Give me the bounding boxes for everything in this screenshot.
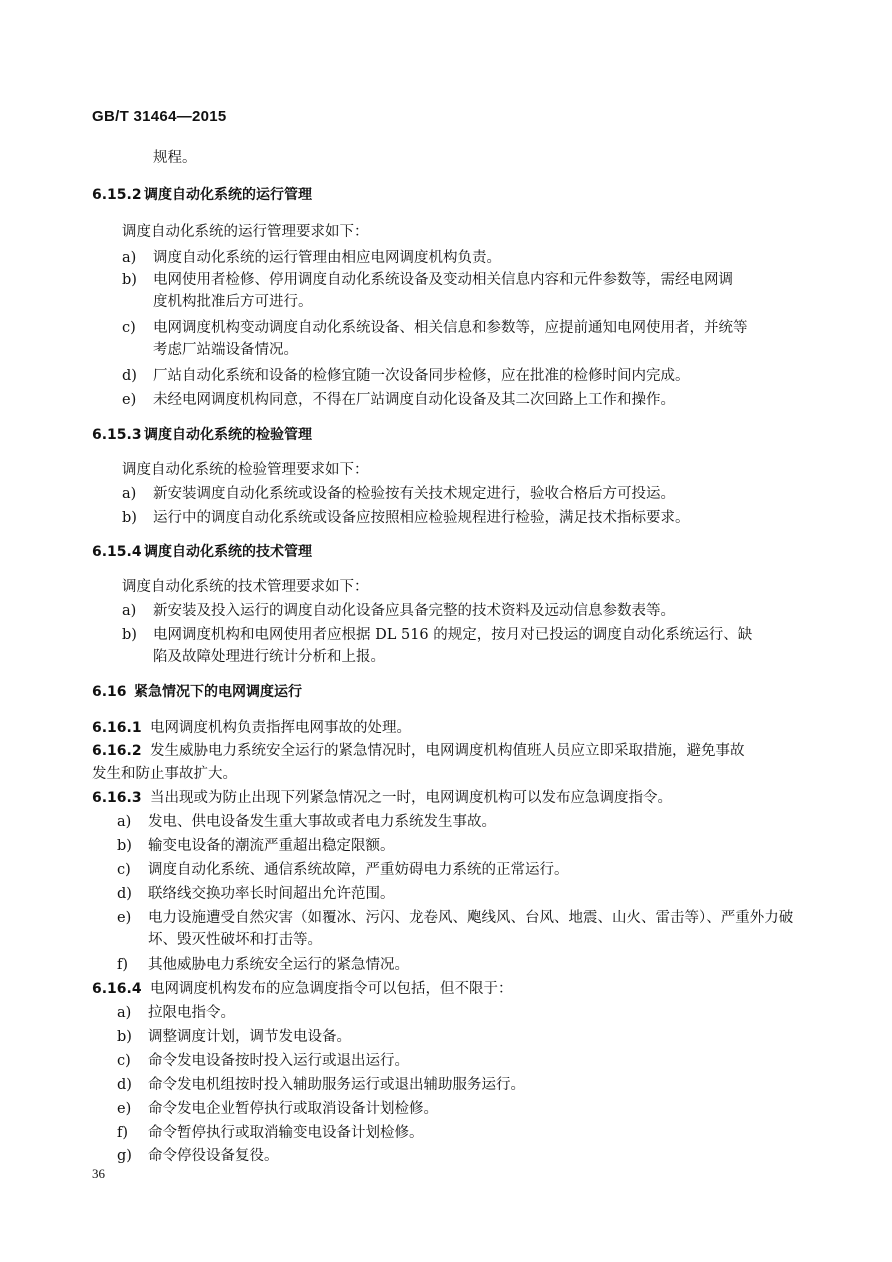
- clause-number: 6.16.2: [92, 743, 142, 759]
- section-number: 6.15.3: [92, 427, 142, 443]
- clause-text: 电网调度机构发布的应急调度指令可以包括，但不限于：: [150, 981, 513, 997]
- clause-number: 6.16.3: [92, 790, 142, 806]
- item-text: 电网调度机构和电网使用者应根据 DL 516 的规定，按月对已投运的调度自动化系统运行、缺: [153, 627, 753, 643]
- page-number: 36: [92, 1166, 105, 1181]
- intro-6-15-3: 调度自动化系统的检验管理要求如下：: [122, 462, 369, 478]
- item-marker: d): [117, 1077, 132, 1093]
- item-text: 调度自动化系统的运行管理由相应电网调度机构负责。: [153, 250, 501, 266]
- clause-6-16-4: [92, 979, 513, 999]
- item-text: 电网使用者检修、停用调度自动化系统设备及变动相关信息内容和元件参数等，需经电网调: [153, 272, 733, 288]
- item-text: 命令暂停执行或取消输变电设备计划检修。: [148, 1125, 424, 1141]
- clause-6-16-1: [92, 718, 411, 738]
- item-text: 新安装及投入运行的调度自动化设备应具备完整的技术资料及远动信息参数表等。: [153, 603, 675, 619]
- intro-6-15-2: 调度自动化系统的运行管理要求如下：: [122, 224, 369, 240]
- item-marker: b): [122, 627, 137, 643]
- clause-number: 6.16.1: [92, 720, 142, 736]
- continuation-text: 规程。: [153, 150, 197, 166]
- item-marker: b): [122, 510, 137, 526]
- item-marker: b): [117, 838, 132, 854]
- item-text: 发电、供电设备发生重大事故或者电力系统发生事故。: [148, 814, 496, 830]
- item-marker: e): [117, 910, 132, 926]
- item-text: 命令发电机组按时投入辅助服务运行或退出辅助服务运行。: [148, 1077, 525, 1093]
- item-marker: d): [122, 368, 137, 384]
- item-marker: b): [117, 1029, 132, 1045]
- item-marker: g): [117, 1148, 132, 1164]
- section-number: 6.15.2: [92, 187, 142, 203]
- item-text: 命令发电设备按时投入运行或退出运行。: [148, 1053, 409, 1069]
- item-marker: c): [117, 862, 131, 878]
- intro-6-15-4: 调度自动化系统的技术管理要求如下：: [122, 579, 369, 595]
- item-text: 新安装调度自动化系统或设备的检验按有关技术规定进行，验收合格后方可投运。: [153, 486, 675, 502]
- item-marker: a): [117, 1005, 132, 1021]
- item-marker: a): [122, 486, 137, 502]
- item-text: 电网调度机构变动调度自动化系统设备、相关信息和参数等，应提前通知电网使用者，并统等: [153, 320, 748, 336]
- clause-text: 电网调度机构负责指挥电网事故的处理。: [150, 720, 411, 736]
- item-text: 电力设施遭受自然灾害（如覆冰、污闪、龙卷风、飑线风、台风、地震、山火、雷击等）、严重外力破: [148, 910, 794, 926]
- clause-text: 当出现或为防止出现下列紧急情况之一时，电网调度机构可以发布应急调度指令。: [150, 790, 672, 806]
- heading-6-15-2: [92, 185, 312, 205]
- item-marker: a): [122, 603, 137, 619]
- clause-6-16-3: [92, 788, 672, 808]
- item-text: 未经电网调度机构同意，不得在厂站调度自动化设备及其二次回路上工作和操作。: [153, 392, 675, 408]
- section-title: 调度自动化系统的技术管理: [144, 544, 312, 560]
- clause-text-cont: 发生和防止事故扩大。: [92, 766, 237, 782]
- section-title: 调度自动化系统的检验管理: [144, 427, 312, 443]
- item-text: 运行中的调度自动化系统或设备应按照相应检验规程进行检验，满足技术指标要求。: [153, 510, 690, 526]
- heading-6-15-3: [92, 425, 312, 445]
- item-text: 命令停役设备复役。: [148, 1148, 279, 1164]
- item-text-cont: 坏、毁灭性破坏和打击等。: [148, 932, 322, 948]
- heading-6-15-4: [92, 542, 312, 562]
- item-marker: b): [122, 272, 137, 288]
- section-title: 调度自动化系统的运行管理: [144, 187, 312, 203]
- item-text-cont: 考虑厂站端设备情况。: [153, 342, 298, 358]
- section-number: 6.16: [92, 684, 127, 700]
- item-text: 联络线交换功率长时间超出允许范围。: [148, 886, 395, 902]
- clause-6-16-2: [92, 741, 745, 761]
- section-title: 紧急情况下的电网调度运行: [134, 684, 302, 700]
- item-text-cont: 陷及故障处理进行统计分析和上报。: [153, 649, 385, 665]
- item-marker: c): [122, 320, 136, 336]
- clause-number: 6.16.4: [92, 981, 142, 997]
- item-marker: e): [117, 1101, 132, 1117]
- item-text: 调整调度计划，调节发电设备。: [148, 1029, 351, 1045]
- item-marker: c): [117, 1053, 131, 1069]
- item-text: 拉限电指令。: [148, 1005, 235, 1021]
- item-text: 输变电设备的潮流严重超出稳定限额。: [148, 838, 395, 854]
- item-marker: e): [122, 392, 137, 408]
- item-text-cont: 度机构批准后方可进行。: [153, 294, 313, 310]
- item-text: 调度自动化系统、通信系统故障，严重妨碍电力系统的正常运行。: [148, 862, 569, 878]
- item-marker: d): [117, 886, 132, 902]
- item-marker: a): [117, 814, 132, 830]
- standard-code: GB/T 31464—2015: [92, 108, 227, 125]
- item-text: 厂站自动化系统和设备的检修宜随一次设备同步检修，应在批准的检修时间内完成。: [153, 368, 690, 384]
- item-marker: a): [122, 250, 137, 266]
- clause-text: 发生威胁电力系统安全运行的紧急情况时，电网调度机构值班人员应立即采取措施，避免事故: [150, 743, 745, 759]
- heading-6-16: [92, 682, 302, 702]
- item-marker: f): [117, 1125, 129, 1141]
- item-text: 命令发电企业暂停执行或取消设备计划检修。: [148, 1101, 438, 1117]
- item-marker: f): [117, 957, 129, 973]
- section-number: 6.15.4: [92, 544, 142, 560]
- item-text: 其他威胁电力系统安全运行的紧急情况。: [148, 957, 409, 973]
